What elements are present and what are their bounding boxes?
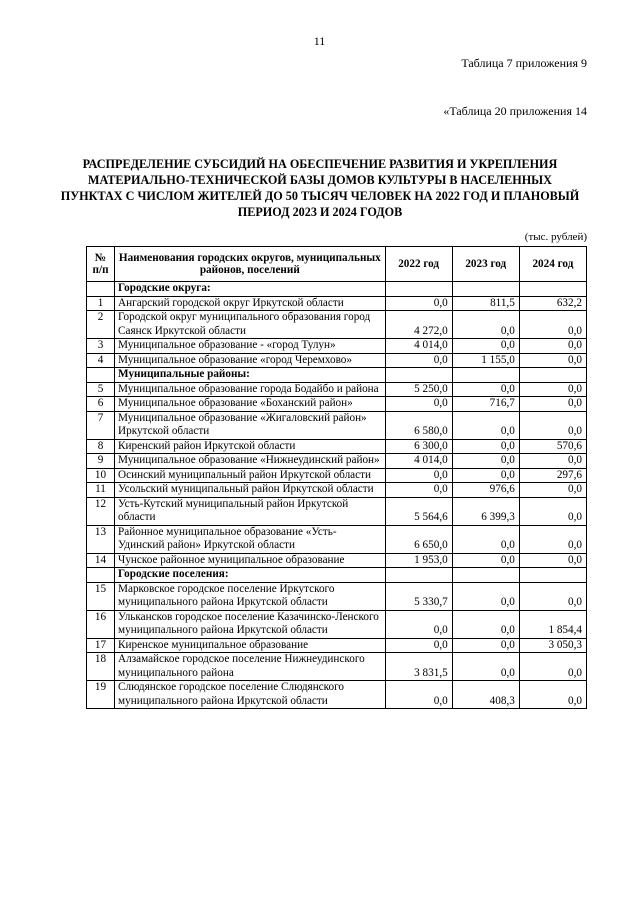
value-2023: 0,0 xyxy=(452,311,519,339)
value-2023: 0,0 xyxy=(452,582,519,610)
table-row xyxy=(87,339,587,354)
value-2022: 5 250,0 xyxy=(385,382,452,397)
row-name: Алзамайское городское поселение Нижнеудинского муниципального района xyxy=(115,653,386,681)
table-row xyxy=(87,681,587,709)
value-2023: 716,7 xyxy=(452,397,519,412)
row-name: Марковское городское поселение Иркутского муниципального района Иркутской области xyxy=(115,582,386,610)
value-2023: 0,0 xyxy=(452,553,519,568)
row-name: Усольский муниципальный район Иркутской области xyxy=(115,483,386,498)
row-number: 16 xyxy=(87,610,115,638)
section-empty-cell xyxy=(519,568,586,583)
value-2024: 0,0 xyxy=(519,497,586,525)
header-2023: 2023 год xyxy=(452,247,519,282)
table-row xyxy=(87,553,587,568)
row-name: Киренский район Иркутской области xyxy=(115,439,386,454)
value-2022: 5 330,7 xyxy=(385,582,452,610)
row-name: Осинский муниципальный район Иркутской области xyxy=(115,468,386,483)
table-body xyxy=(87,282,587,709)
value-2022: 4 014,0 xyxy=(385,454,452,469)
section-empty-cell xyxy=(452,368,519,383)
table-reference: Таблица 7 приложения 9 xyxy=(461,56,587,70)
row-name: Улькансков городское поселение Казачинско-Ленского муниципального района Иркутской области xyxy=(115,610,386,638)
section-label: Городские поселения: xyxy=(115,568,386,583)
section-empty-cell xyxy=(452,568,519,583)
section-row xyxy=(87,368,587,383)
page-number: 11 xyxy=(313,34,326,48)
header-num: № п/п xyxy=(87,247,115,282)
row-name: Муниципальное образование - «город Тулун» xyxy=(115,339,386,354)
row-number: 19 xyxy=(87,681,115,709)
value-2023: 811,5 xyxy=(452,296,519,311)
row-name: Муниципальное образование «Жигаловский район» Иркутской области xyxy=(115,411,386,439)
row-number: 18 xyxy=(87,653,115,681)
row-name: Усть-Кутский муниципальный район Иркутской области xyxy=(115,497,386,525)
subsidy-table xyxy=(86,246,587,709)
value-2023: 0,0 xyxy=(452,454,519,469)
table-row xyxy=(87,468,587,483)
value-2024: 3 050,3 xyxy=(519,638,586,653)
header-2024: 2024 год xyxy=(519,247,586,282)
row-name: Муниципальное образование «город Черемхово» xyxy=(115,353,386,368)
value-2024: 0,0 xyxy=(519,653,586,681)
value-2023: 0,0 xyxy=(452,411,519,439)
section-empty-cell xyxy=(385,368,452,383)
row-name: Киренское муниципальное образование xyxy=(115,638,386,653)
table-row xyxy=(87,454,587,469)
row-name: Городской округ муниципального образования город Саянск Иркутской области xyxy=(115,311,386,339)
table-row xyxy=(87,311,587,339)
value-2023: 408,3 xyxy=(452,681,519,709)
table-row xyxy=(87,653,587,681)
section-label: Городские округа: xyxy=(115,282,386,297)
value-2023: 976,6 xyxy=(452,483,519,498)
document-title: РАСПРЕДЕЛЕНИЕ СУБСИДИЙ НА ОБЕСПЕЧЕНИЕ РАЗВИТИЯ И УКРЕПЛЕНИЯ МАТЕРИАЛЬНО-ТЕХНИЧЕСКОЙ БАЗЫ ДОМОВ КУЛЬТУРЫ В НАСЕЛЕННЫХ ПУНКТАХ С ЧИСЛОМ ЖИТЕЛЕЙ ДО 50 ТЫСЯЧ ЧЕЛОВЕК НА 2022 ГОД И ПЛАНОВЫЙ ПЕРИОД 2023 И 2024 ГОДОВ xyxy=(60,157,580,219)
value-2023: 0,0 xyxy=(452,638,519,653)
value-2024: 0,0 xyxy=(519,681,586,709)
table-row xyxy=(87,483,587,498)
value-2024: 0,0 xyxy=(519,454,586,469)
row-number: 11 xyxy=(87,483,115,498)
units-label: (тыс. рублей) xyxy=(524,231,587,243)
row-number: 6 xyxy=(87,397,115,412)
value-2022: 5 564,6 xyxy=(385,497,452,525)
table-row xyxy=(87,610,587,638)
value-2022: 4 014,0 xyxy=(385,339,452,354)
value-2024: 0,0 xyxy=(519,525,586,553)
value-2024: 0,0 xyxy=(519,353,586,368)
header-2022: 2022 год xyxy=(385,247,452,282)
value-2024: 0,0 xyxy=(519,483,586,498)
table-row xyxy=(87,497,587,525)
row-number: 15 xyxy=(87,582,115,610)
value-2022: 6 300,0 xyxy=(385,439,452,454)
value-2022: 0,0 xyxy=(385,353,452,368)
row-number: 13 xyxy=(87,525,115,553)
row-name: Муниципальное образование города Бодайбо и района xyxy=(115,382,386,397)
value-2023: 0,0 xyxy=(452,339,519,354)
section-num-cell xyxy=(87,568,115,583)
section-empty-cell xyxy=(385,568,452,583)
value-2022: 0,0 xyxy=(385,483,452,498)
table-row xyxy=(87,525,587,553)
row-name: Муниципальное образование «Боханский район» xyxy=(115,397,386,412)
source-reference: «Таблица 20 приложения 14 xyxy=(443,104,587,118)
table-header-row xyxy=(87,247,587,282)
section-num-cell xyxy=(87,368,115,383)
value-2023: 0,0 xyxy=(452,610,519,638)
row-number: 4 xyxy=(87,353,115,368)
row-name: Ангарский городской округ Иркутской области xyxy=(115,296,386,311)
section-row xyxy=(87,282,587,297)
value-2023: 6 399,3 xyxy=(452,497,519,525)
row-name: Муниципальное образование «Нижнеудинский район» xyxy=(115,454,386,469)
table-row xyxy=(87,638,587,653)
table-row xyxy=(87,397,587,412)
row-number: 5 xyxy=(87,382,115,397)
table-row xyxy=(87,411,587,439)
row-number: 8 xyxy=(87,439,115,454)
value-2023: 0,0 xyxy=(452,525,519,553)
value-2022: 0,0 xyxy=(385,681,452,709)
value-2022: 0,0 xyxy=(385,397,452,412)
row-name: Слюдянское городское поселение Слюдянского муниципального района Иркутской области xyxy=(115,681,386,709)
value-2023: 0,0 xyxy=(452,439,519,454)
table-row xyxy=(87,382,587,397)
row-number: 9 xyxy=(87,454,115,469)
value-2022: 4 272,0 xyxy=(385,311,452,339)
value-2022: 0,0 xyxy=(385,296,452,311)
row-name: Районное муниципальное образование «Усть-Удинский район» Иркутской области xyxy=(115,525,386,553)
value-2023: 0,0 xyxy=(452,468,519,483)
value-2022: 6 650,0 xyxy=(385,525,452,553)
value-2022: 0,0 xyxy=(385,468,452,483)
value-2024: 570,6 xyxy=(519,439,586,454)
value-2022: 0,0 xyxy=(385,610,452,638)
value-2024: 0,0 xyxy=(519,397,586,412)
value-2023: 0,0 xyxy=(452,382,519,397)
value-2024: 0,0 xyxy=(519,582,586,610)
section-label: Муниципальные районы: xyxy=(115,368,386,383)
value-2023: 0,0 xyxy=(452,653,519,681)
section-empty-cell xyxy=(519,282,586,297)
table-row xyxy=(87,296,587,311)
section-empty-cell xyxy=(452,282,519,297)
row-number: 10 xyxy=(87,468,115,483)
header-name: Наименования городских округов, муниципальных районов, поселений xyxy=(115,247,386,282)
value-2024: 0,0 xyxy=(519,339,586,354)
row-number: 7 xyxy=(87,411,115,439)
section-row xyxy=(87,568,587,583)
value-2024: 0,0 xyxy=(519,382,586,397)
value-2024: 297,6 xyxy=(519,468,586,483)
row-number: 17 xyxy=(87,638,115,653)
value-2022: 1 953,0 xyxy=(385,553,452,568)
section-empty-cell xyxy=(385,282,452,297)
section-empty-cell xyxy=(519,368,586,383)
value-2022: 6 580,0 xyxy=(385,411,452,439)
section-num-cell xyxy=(87,282,115,297)
table-row xyxy=(87,439,587,454)
row-number: 14 xyxy=(87,553,115,568)
value-2024: 0,0 xyxy=(519,553,586,568)
value-2022: 3 831,5 xyxy=(385,653,452,681)
value-2022: 0,0 xyxy=(385,638,452,653)
row-number: 3 xyxy=(87,339,115,354)
value-2024: 1 854,4 xyxy=(519,610,586,638)
table-row xyxy=(87,582,587,610)
value-2023: 1 155,0 xyxy=(452,353,519,368)
table-row xyxy=(87,353,587,368)
row-name: Чунское районное муниципальное образование xyxy=(115,553,386,568)
row-number: 2 xyxy=(87,311,115,339)
row-number: 12 xyxy=(87,497,115,525)
value-2024: 632,2 xyxy=(519,296,586,311)
value-2024: 0,0 xyxy=(519,411,586,439)
value-2024: 0,0 xyxy=(519,311,586,339)
row-number: 1 xyxy=(87,296,115,311)
